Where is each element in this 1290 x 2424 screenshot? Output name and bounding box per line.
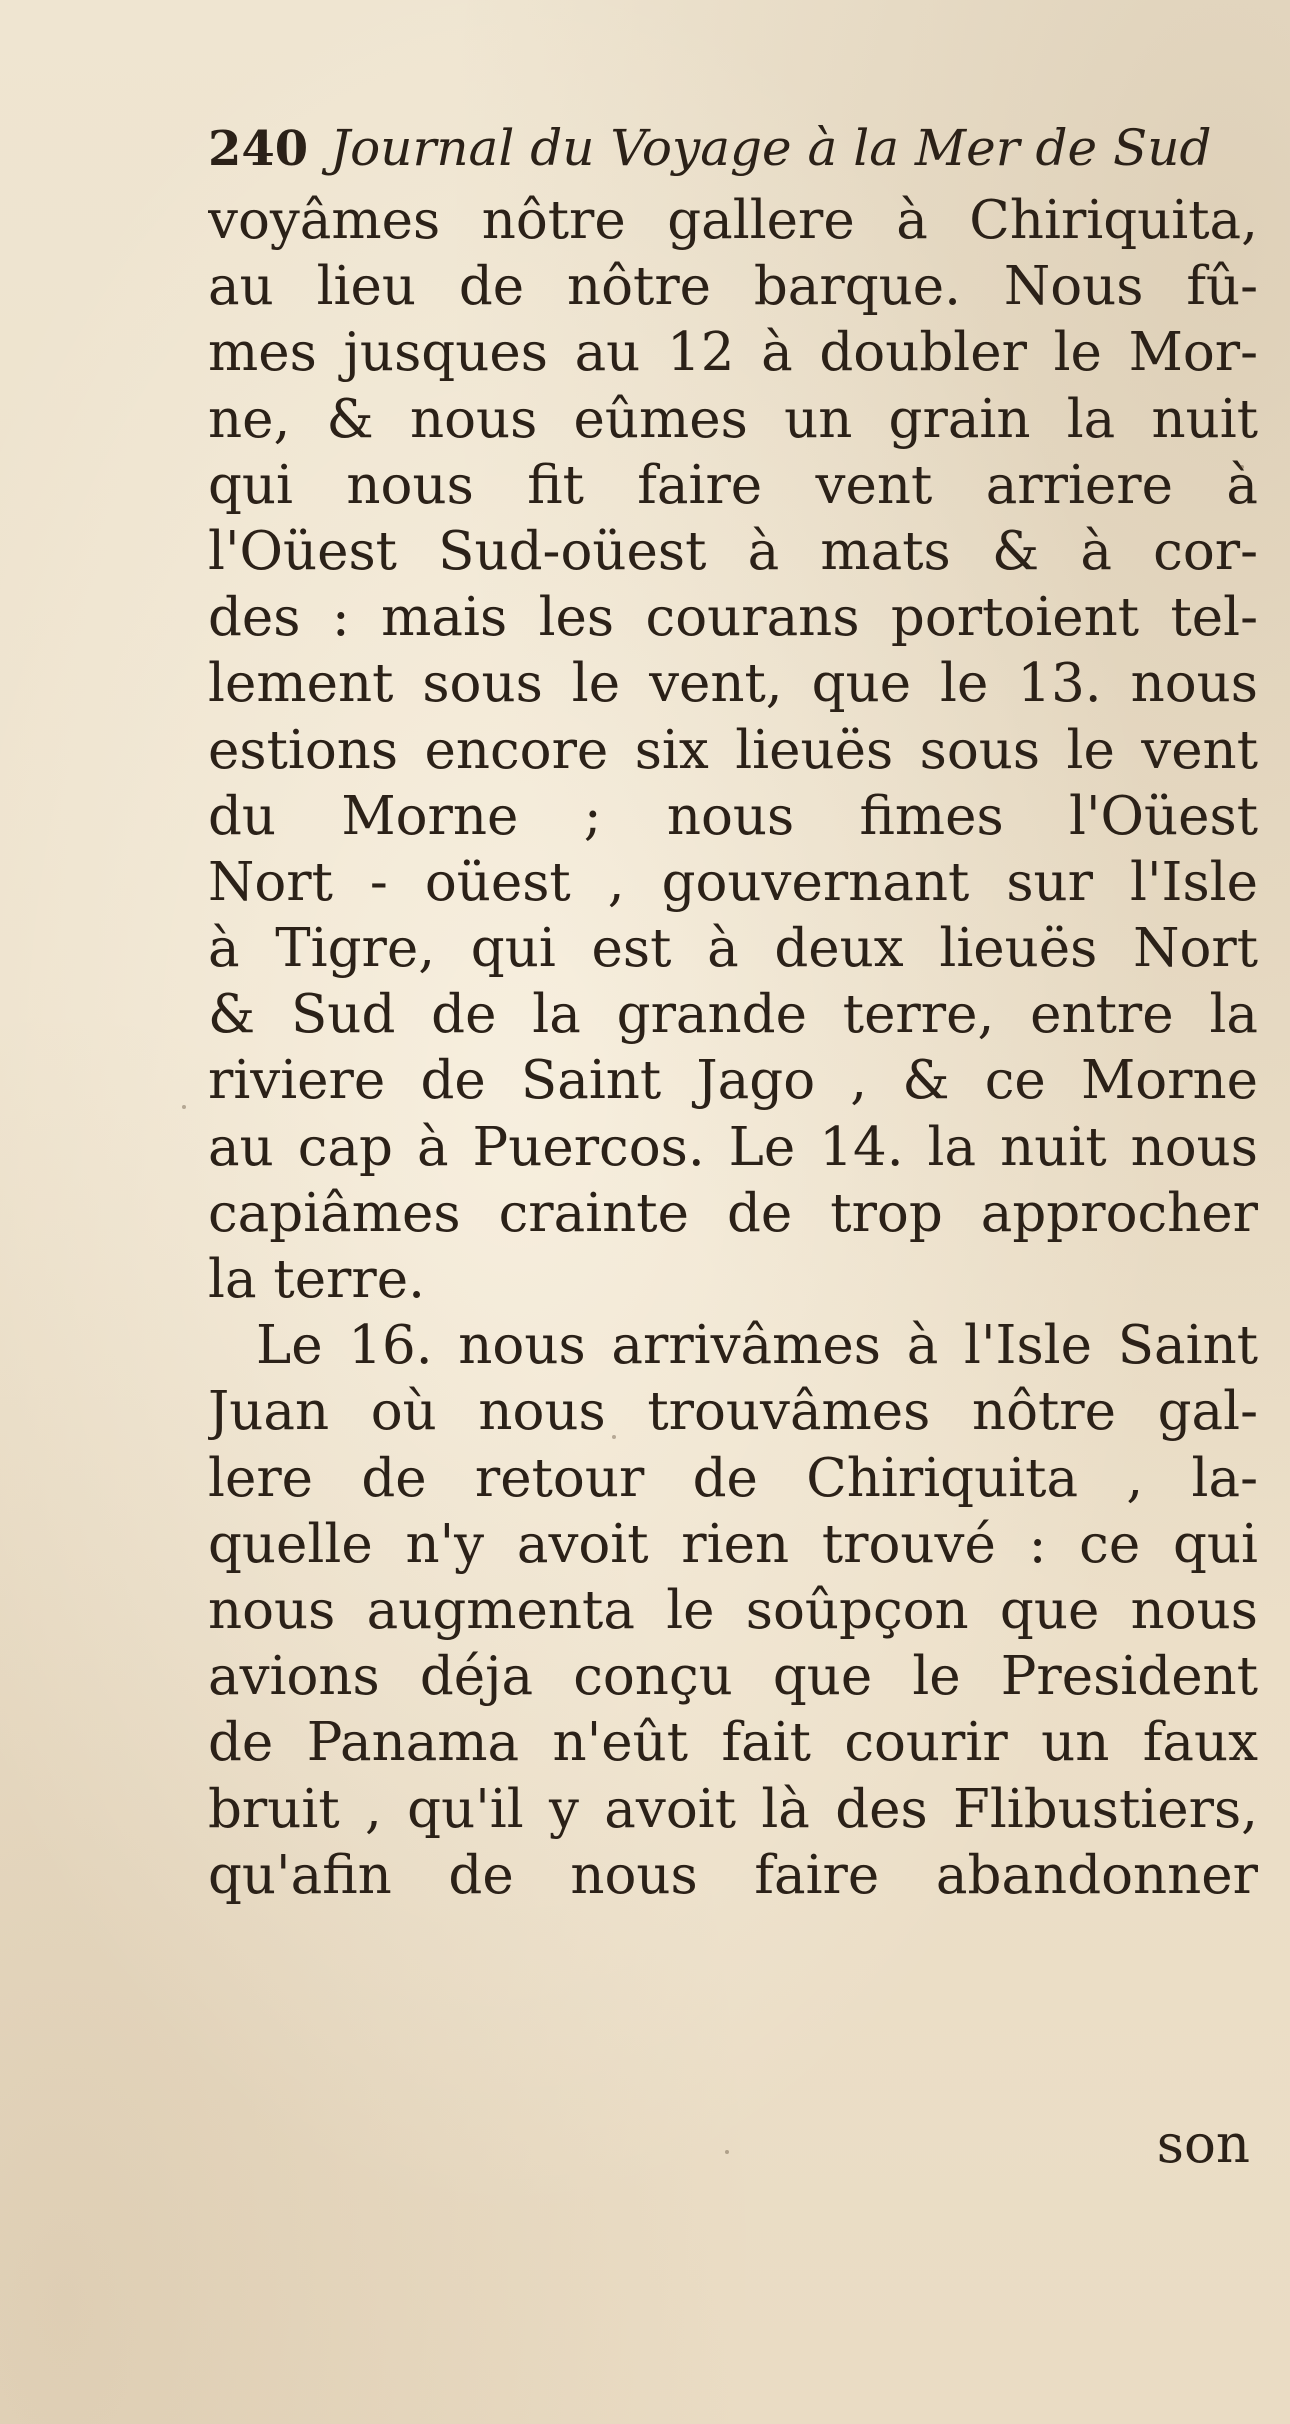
- catchword: son: [1156, 2114, 1250, 2175]
- text-line: de Panama n'eût fait courir un faux: [208, 1712, 1258, 1774]
- text-line: au cap à Puercos. Le 14. la nuit nous: [208, 1116, 1258, 1178]
- paper-fleck: [612, 1435, 616, 1439]
- text-block: [208, 188, 1258, 1909]
- text-line: ne, & nous eûmes un grain la nuit: [208, 388, 1258, 450]
- paper-fleck: [1240, 465, 1244, 469]
- text-line: lement sous le vent, que le 13. nous: [208, 653, 1258, 715]
- paragraph-end-line: la terre.: [208, 1249, 425, 1310]
- text-line: bruit , qu'il y avoit là des Flibustiers,: [208, 1778, 1258, 1840]
- text-line: quelle n'y avoit rien trouvé : ce qui: [208, 1513, 1258, 1575]
- paper-fleck: [182, 1105, 186, 1109]
- text-line: qui nous fit faire vent arriere à: [208, 454, 1258, 516]
- text-line: estions encore six lieuës sous le vent: [208, 719, 1258, 781]
- text-line: du Morne ; nous fimes l'Oüest: [208, 785, 1258, 847]
- text-line: avions déja conçu que le President: [208, 1646, 1258, 1708]
- text-line: & Sud de la grande terre, entre la: [208, 984, 1258, 1046]
- text-line: l'Oüest Sud-oüest à mats & à cor-: [208, 520, 1258, 582]
- text-line: nous augmenta le soûpçon que nous: [208, 1579, 1258, 1641]
- text-line: mes jusques au 12 à doubler le Mor-: [208, 322, 1258, 384]
- text-line: Nort - oüest , gouvernant sur l'Isle: [208, 851, 1258, 913]
- running-title: Journal du Voyage à la Mer de Sud: [330, 119, 1212, 177]
- text-line: capiâmes crainte de trop approcher: [208, 1182, 1258, 1244]
- text-line: voyâmes nôtre gallere à Chiriquita,: [208, 190, 1258, 251]
- text-line: lere de retour de Chiriquita , la-: [208, 1447, 1258, 1509]
- text-line: qu'afin de nous faire abandonner: [208, 1844, 1258, 1906]
- paper-fleck: [725, 2150, 729, 2154]
- page-number: 240: [208, 121, 309, 177]
- text-line: au lieu de nôtre barque. Nous fû-: [208, 256, 1258, 318]
- paragraph-start-line: Le 16. nous arrivâmes à l'Isle Saint: [256, 1315, 1258, 1377]
- running-head: [208, 108, 1268, 188]
- text-line: des : mais les courans portoient tel-: [208, 587, 1258, 649]
- text-line: à Tigre, qui est à deux lieuës Nort: [208, 918, 1258, 980]
- text-line: Juan où nous trouvâmes nôtre gal-: [208, 1381, 1258, 1443]
- text-line: riviere de Saint Jago , & ce Morne: [208, 1050, 1258, 1112]
